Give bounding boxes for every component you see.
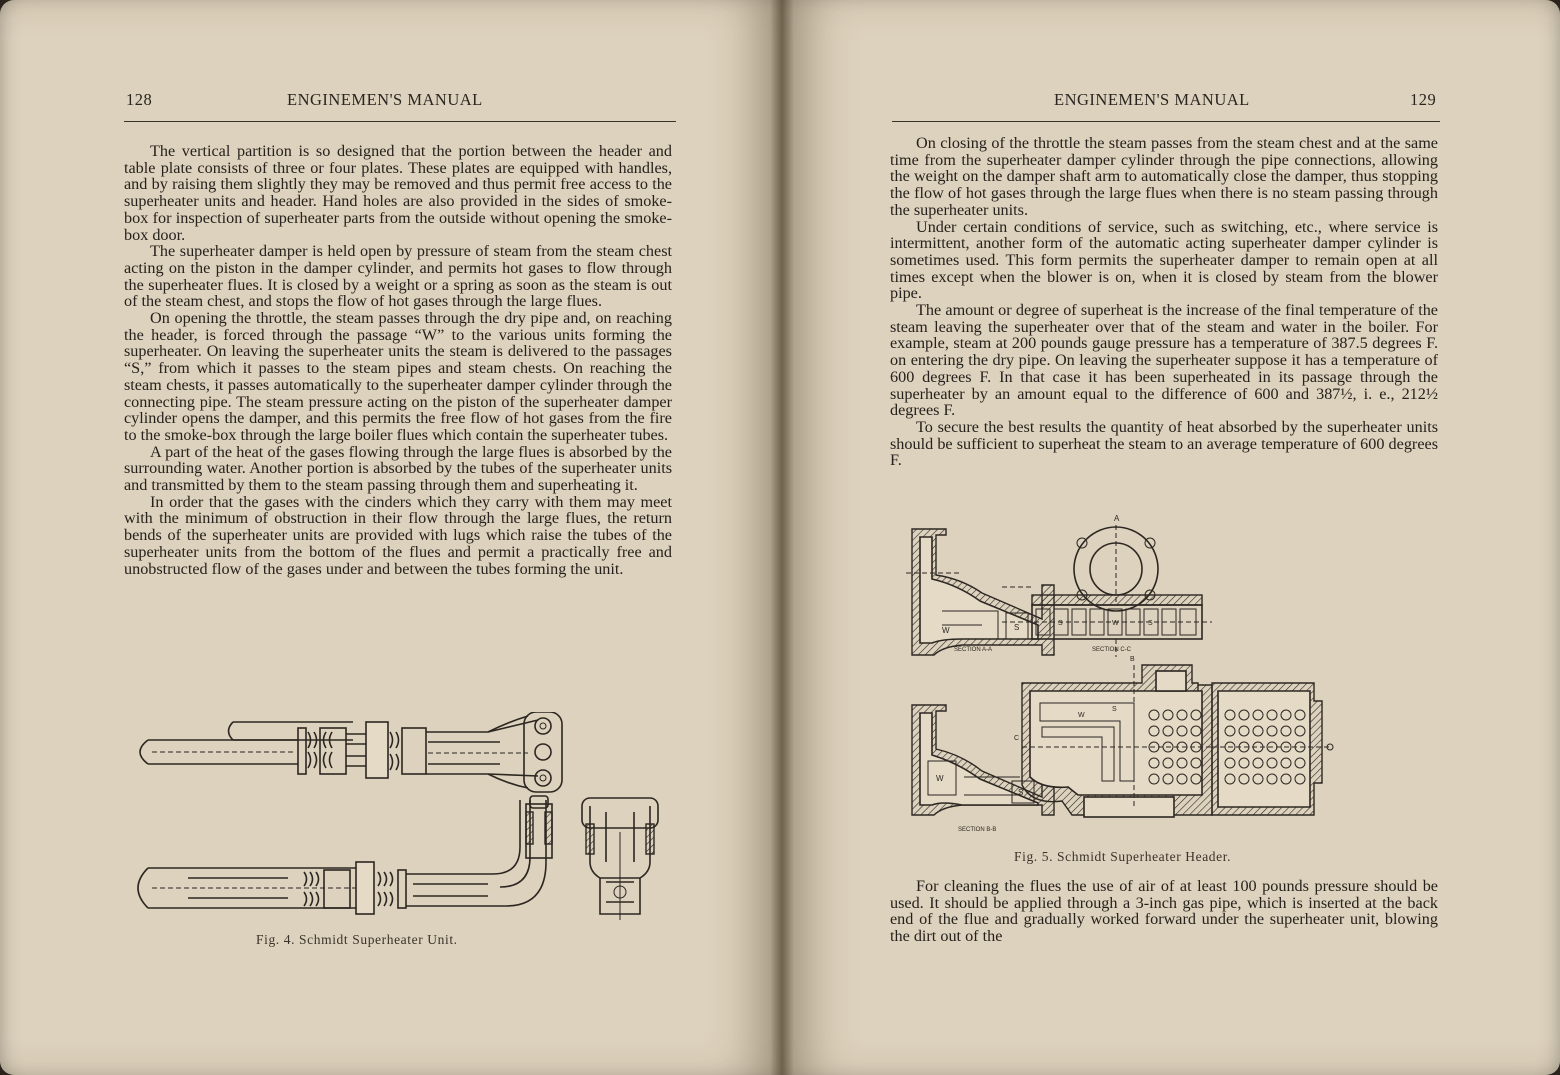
label-section-bb: SECTION B-B xyxy=(958,827,997,833)
label-s-plan: S xyxy=(1112,706,1117,713)
right-trailing-text xyxy=(890,878,1438,945)
label-s-cc-1: S xyxy=(1058,620,1063,627)
superheater-unit-figure xyxy=(128,712,668,924)
left-head-rule xyxy=(124,121,676,122)
right-body-text xyxy=(890,135,1438,469)
left-paragraph-4: A part of the heat of the gases flowing through the large flues is absorbed by the surrounding water. Another portion is absorbed by the tubes of the superheater units and transmitted by them to the steam passing through them and superheating it. xyxy=(124,442,672,495)
left-paragraph-3: On opening the throttle, the steam passes through the dry pipe and, on reaching the header, is forced through the passage “W” to the various units forming the superheater. On leaving the superheater units the steam is delivered to the passages “S,” from which it passes to the steam pipes and steam chests. On reaching the steam chests, it passes automatically to the superheater damper cylinder through the connecting pipe. The steam pressure acting on the piston of the superheater damper cylinder opens the damper, and this permits the free flow of hot gases from the fire to the smoke-box through the large boiler flues which contain the superheater tubes. xyxy=(124,309,672,444)
label-section-cc: SECTION C-C xyxy=(1092,647,1131,653)
superheater-header-figure xyxy=(902,515,1442,835)
right-paragraph-3: The amount or degree of superheat is the increase of the final temperature of the steam leaving the superheater over that of the steam and water in the boiler. For example, steam at 200 pounds gauge pressure has a temperature of 387.5 degrees F. on entering the dry pipe. On leaving the superheater suppose it has a temperature of 600 degrees F. In that case it has been superheated in its passage through the superheater by an amount equal to the difference of 600 and 387½, i. e., 212½ degrees F. xyxy=(890,301,1438,420)
label-b-top: B xyxy=(1130,656,1135,663)
right-paragraph-5: For cleaning the flues the use of air of at least 100 pounds pressure should be used. It should be applied through a 3-inch gas pipe, which is inserted at the back end of the flue and gradually worked forward under the superheater unit, blowing the dirt out of the xyxy=(890,877,1438,946)
label-s-bb: S xyxy=(1018,788,1024,797)
label-s-aa: S xyxy=(1014,623,1020,632)
label-w-cc: W xyxy=(1112,620,1119,627)
left-paragraph-1: The vertical partition is so designed that the portion between the header and table plate consists of three or four plates. These plates are equipped with handles, and by raising them slightly they may be removed and thus permit free access to the superheater units and header. Hand holes are also provided in the sides of smoke-box for inspection of superheater parts from the outside without opening the smoke-box door. xyxy=(124,142,672,244)
right-head-rule xyxy=(892,121,1440,122)
plan-view-right xyxy=(1212,683,1333,815)
label-s-cc-2: S xyxy=(1148,620,1153,627)
left-running-head: ENGINEMEN'S MANUAL xyxy=(287,90,483,109)
fig-4-caption: Fig. 4. Schmidt Superheater Unit. xyxy=(256,932,458,947)
label-w-plan: W xyxy=(1078,712,1085,719)
book-gutter xyxy=(770,0,794,1075)
label-w-bb: W xyxy=(936,774,944,783)
label-c-left: C xyxy=(1014,735,1020,742)
left-body-text xyxy=(124,143,672,577)
label-section-aa: SECTION A-A xyxy=(954,647,993,653)
fig-5-caption: Fig. 5. Schmidt Superheater Header. xyxy=(1014,849,1232,864)
left-paragraph-5: In order that the gases with the cinders which they carry with them may meet with the minimum of obstruction in their flow through the large flues, the return bends of the superheater units are provided with lugs which raise the tubes of the superheater units from the bottom of the flues and permit a practically free and unobstructed flow of the gases under and between the tubes forming the unit. xyxy=(124,492,672,578)
plan-view xyxy=(1014,656,1214,817)
label-w-aa: W xyxy=(942,626,950,635)
right-running-head: ENGINEMEN'S MANUAL xyxy=(1054,90,1250,109)
right-paragraph-4: To secure the best results the quantity of heat absorbed by the superheater units should be sufficient to superheat the steam to an average temperature of 600 degrees F. xyxy=(890,417,1438,470)
right-page-number: 129 xyxy=(1410,90,1437,109)
right-paragraph-2: Under certain conditions of service, such as switching, etc., where service is intermittent, another form of the automatic acting superheater damper cylinder is sometimes used. This form permits the superheater damper to remain open at all times except when the blower is on, when it is closed by steam from the blower pipe. xyxy=(890,217,1438,303)
left-page-number: 128 xyxy=(126,90,153,109)
right-paragraph-1: On closing of the throttle the steam passes from the steam chest and at the same time from the superheater damper cylinder through the pipe connections, allowing the weight on the damper shaft arm to automatically close the damper, thus stopping the flow of hot gases through the large flues when there is no steam passing through the superheater units. xyxy=(890,134,1438,219)
label-a-top: A xyxy=(1114,515,1120,523)
left-paragraph-2: The superheater damper is held open by pressure of steam from the steam chest acting on the piston in the damper cylinder, and permits hot gases to flow through the superheater flues. It is closed by a weight or a spring as soon as the steam is out of the steam chest, and stops the flow of hot gases through the large flues. xyxy=(124,242,672,311)
right-page xyxy=(782,0,1560,1075)
